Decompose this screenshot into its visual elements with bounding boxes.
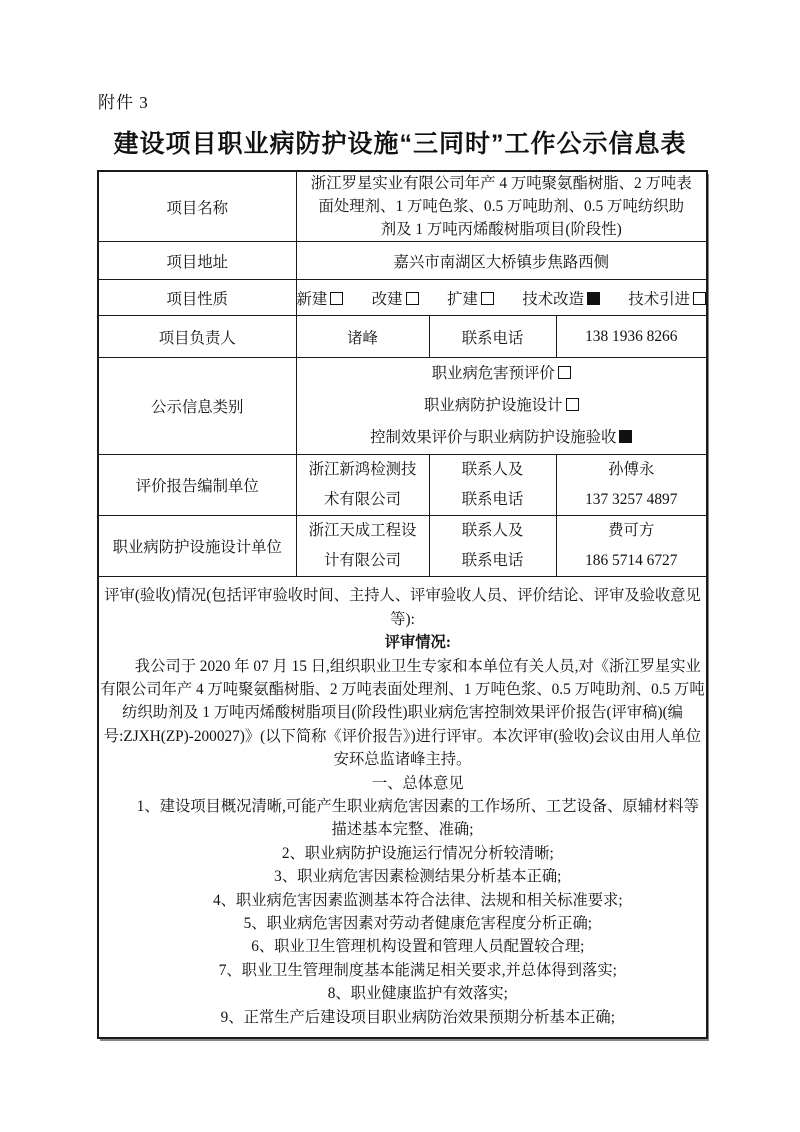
publicity-category-label: 公示信息类别 (98, 358, 296, 455)
project-nature-options (297, 287, 707, 309)
attachment-label: 附件 3 (98, 93, 149, 112)
row-publicity-category (98, 358, 707, 455)
row-project-nature (98, 280, 707, 316)
project-name-label: 项目名称 (98, 171, 296, 242)
checkbox-icon (693, 292, 706, 305)
design-unit-contact-value (556, 516, 707, 577)
review-item: 1、建设项目概况清晰,可能产生职业病危害因素的工作场所、工艺设备、原辅材料等描述基本完整、准确; (136, 798, 699, 839)
review-section-title: 评审情况: (384, 634, 451, 652)
project-leader-phone: 138 1936 8266 (556, 316, 707, 358)
checkbox-icon (481, 292, 494, 305)
review-item: 3、职业病危害因素检测结果分析基本正确; (274, 868, 562, 886)
review-item: 5、职业病危害因素对劳动者健康危害程度分析正确; (243, 915, 593, 933)
checkbox-icon (330, 292, 343, 305)
review-section (98, 577, 707, 1038)
review-item: 9、正常生产后建设项目职业病防治效果预期分析基本正确; (220, 1008, 615, 1026)
category-option-pre-evaluation: 职业病危害预评价 (297, 358, 707, 390)
nature-option-tech-import: 技术引进 (628, 287, 706, 309)
project-leader-name: 诸峰 (296, 316, 429, 358)
report-unit-contact-label: 联系人及 联系电话 (429, 455, 556, 516)
checkbox-icon (558, 366, 571, 379)
row-project-leader (98, 316, 707, 358)
checkbox-checked-icon (619, 430, 632, 443)
project-address-value: 嘉兴市南湖区大桥镇步焦路西侧 (296, 242, 707, 280)
project-name-value (296, 171, 707, 242)
design-unit-label: 职业病防护设施设计单位 (98, 516, 296, 577)
form-table (97, 170, 708, 1039)
project-leader-label: 项目负责人 (98, 316, 296, 358)
project-nature-value (296, 280, 707, 316)
project-address-label: 项目地址 (98, 242, 296, 280)
project-name-line: 剂及 1 万吨丙烯酸树脂项目(阶段性) (380, 221, 622, 238)
nature-option-expand: 扩建 (447, 287, 494, 309)
project-name-line: 浙江罗星实业有限公司年产 4 万吨聚氨酯树脂、2 万吨表 (310, 175, 692, 192)
row-project-address (98, 242, 707, 280)
project-leader-phone-label: 联系电话 (429, 316, 556, 358)
design-unit-contact-label: 联系人及 联系电话 (429, 516, 556, 577)
design-unit-name: 浙江天成工程设 计有限公司 (296, 516, 429, 577)
project-nature-label: 项目性质 (98, 280, 296, 316)
project-name-line: 面处理剂、1 万吨色浆、0.5 万吨助剂、0.5 万吨纺织助 (318, 198, 685, 215)
publicity-category-value (296, 358, 707, 455)
design-unit-contact-phone: 186 5714 6727 (585, 552, 678, 569)
report-unit-contact-name: 孙傅永 (608, 461, 655, 478)
row-report-unit (98, 455, 707, 516)
checkbox-icon (406, 292, 419, 305)
checkbox-icon (566, 398, 579, 411)
review-item: 6、职业卫生管理机构设置和管理人员配置较合理; (251, 938, 585, 956)
report-unit-name: 浙江新鸿检测技 术有限公司 (296, 455, 429, 516)
review-overall-title: 一、总体意见 (371, 774, 464, 792)
review-item: 2、职业病防护设施运行情况分析较清晰; (281, 844, 554, 862)
review-heading: 评审(验收)情况(包括评审验收时间、主持人、评审验收人员、评价结论、评审及验收意见等): (104, 587, 701, 628)
checkbox-checked-icon (587, 292, 600, 305)
nature-option-tech-upgrade: 技术改造 (522, 287, 600, 309)
nature-option-new: 新建 (297, 287, 344, 309)
review-item: 4、职业病危害因素监测基本符合法律、法规和相关标准要求; (212, 891, 623, 909)
page-title: 建设项目职业病防护设施“三同时”工作公示信息表 (113, 130, 687, 158)
row-design-unit (98, 516, 707, 577)
row-project-name (98, 171, 707, 242)
category-option-facility-design: 职业病防护设施设计 (297, 390, 707, 422)
review-item: 8、职业健康监护有效落实; (327, 985, 508, 1003)
report-unit-contact-value (556, 455, 707, 516)
report-unit-contact-phone: 137 3257 4897 (585, 491, 678, 508)
row-review (98, 577, 707, 1038)
review-item: 7、职业卫生管理制度基本能满足相关要求,并总体得到落实; (218, 961, 617, 979)
category-option-control-effect: 控制效果评价与职业病防护设施验收 (297, 422, 707, 454)
review-intro: 我公司于 2020 年 07 月 15 日,组织职业卫生专家和本单位有关人员,对《浙江罗星实业有限公司年产 4 万吨聚氨酯树脂、2 万吨表面处理剂、1 万吨色浆、0.5 万吨助剂、0.5 万吨纺织助剂及 1 万吨丙烯酸树脂项目(阶段性)职业病危害控制效果评价报告(评审稿)(编号:ZJXH(ZP)-200027)》(以下简称《评价报告》)进行评审。本次评审(验收)会议由用人单位安环总监诸峰主持。 (100, 657, 705, 769)
design-unit-contact-name: 费可方 (608, 522, 655, 539)
nature-option-rebuild: 改建 (372, 287, 419, 309)
report-unit-label: 评价报告编制单位 (98, 455, 296, 516)
